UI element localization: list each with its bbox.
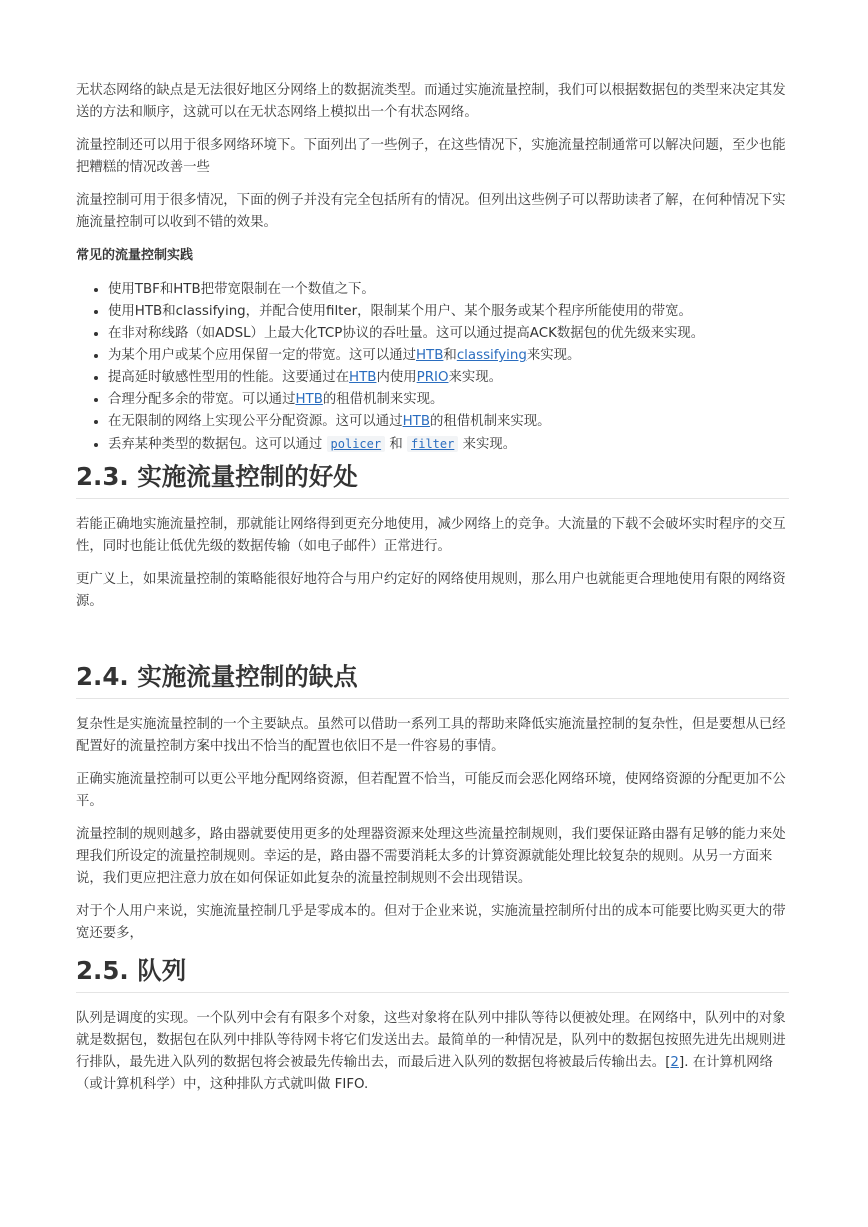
list-item-text: 的租借机制来实现。 [322,392,444,407]
section-2-3-paragraph-1: 若能正确地实施流量控制，那就能让网络得到更充分地使用，减少网络上的竞争。大流量的下载不会破坏实时程序的交互性，同时也能让低优先级的数据传输（如电子邮件）正常进行。 [76,517,786,554]
list-item-text: 为某个用户或某个应用保留一定的带宽。这可以通过 [108,348,416,363]
list-item: • 在非对称线路（如ADSL）上最大化TCP协议的吞吐量。这可以通过提高ACK数据包的优先级来实现。 [108,323,789,345]
section-2-4-paragraph-2: 正确实施流量控制可以更公平地分配网络资源，但若配置不恰当，可能反而会恶化网络环境，使网络资源的分配更加不公平。 [76,772,786,809]
section-2-4-paragraph-3: 流量控制的规则越多，路由器就要使用更多的处理器资源来处理这些流量控制规则，我们要保证路由器有足够的能力来处理我们所设定的流量控制规则。幸运的是，路由器不需要消耗太多的计算资源就能处理比较复杂的规则。从另一方面来说，我们更应把注意力放在如何保证如此复杂的流量控制规则不会出现错误。 [76,827,786,886]
section-2-4-heading: 2.4. 实施流量控制的缺点 [76,662,789,699]
htb-link[interactable]: HTB [402,414,431,429]
reference-link[interactable]: 2 [670,1055,679,1070]
list-item [108,433,789,456]
list-item-text: 的租借机制来实现。 [430,414,551,429]
list-item [108,411,789,433]
section-2-3-paragraph-2: 更广义上，如果流量控制的策略能很好地符合与用户约定好的网络使用规则，那么用户也就能更合理地使用有限的网络资源。 [76,572,786,609]
htb-link[interactable]: HTB [349,370,377,385]
htb-link[interactable]: HTB [415,348,444,363]
list-item [108,367,789,389]
section-2-4-paragraph-1: 复杂性是实施流量控制的一个主要缺点。虽然可以借助一系列工具的帮助来降低实施流量控制的复杂性，但是要想从已经配置好的流量控制方案中找出不恰当的配置也依旧不是一件容易的事情。 [76,717,786,754]
practices-list [76,279,789,456]
reference-bracket: ] [678,1055,685,1070]
intro-paragraph-3: 流量控制可用于很多情况，下面的例子并没有完全包括所有的情况。但列出这些例子可以帮助读者了解，在何种情况下实施流量控制可以收到不错的效果。 [76,193,786,230]
policer-code-link[interactable]: policer [327,436,386,452]
list-item-text: 和 [385,437,407,452]
section-2-4-paragraph-4: 对于个人用户来说，实施流量控制几乎是零成本的。但对于企业来说，实施流量控制所付出的成本可能要比购买更大的带宽还要多， [76,904,786,941]
practices-heading: 常见的流量控制实践 [76,248,194,263]
list-item-text: 来实现。 [458,437,517,452]
paragraph-text: . 在计算机网络（或计算机科学）中，这种排队方式就叫做 FIFO. [76,1055,774,1092]
document-body [76,80,789,1107]
section-2-5-heading: 2.5. 队列 [76,956,789,993]
htb-link[interactable]: HTB [295,392,323,407]
list-item: • 使用TBF和HTB把带宽限制在一个数值之下。 [108,279,789,301]
list-item-text: 来实现。 [448,370,503,385]
list-item-text: 来实现。 [526,348,581,363]
prio-link[interactable]: PRIO [416,370,449,385]
section-spacer [76,624,789,662]
list-item [108,345,789,367]
section-2-5-paragraph-1 [76,1008,789,1096]
filter-code-link[interactable]: filter [407,436,458,452]
list-item-text: 和 [443,348,457,363]
list-item-text: 丢弃某种类型的数据包。这可以通过 [108,437,327,452]
reference-bracket: [ [665,1055,671,1070]
list-item: • 使用HTB和classifying，并配合使用filter，限制某个用户、某个服务或某个程序所能使用的带宽。 [108,301,789,323]
list-item-text: 提高延时敏感性型用的性能。这要通过在 [108,370,350,385]
list-item-text: 合理分配多余的带宽。可以通过 [108,392,296,407]
paragraph-text: 队列是调度的实现。一个队列中会有有限多个对象，这些对象将在队列中排队等待以便被处理。在网络中，队列中的对象就是数据包，数据包在队列中排队等待网卡将它们发送出去。最简单的一种情况是，队列中的数据包按照先进先出规则进行排队，最先进入队列的数据包将会被最先传输出去，而最后进入队列的数据包将被最后传输出去。 [76,1011,786,1070]
section-2-3-heading: 2.3. 实施流量控制的好处 [76,462,789,499]
list-item [108,389,789,411]
list-item-text: 在无限制的网络上实现公平分配资源。这可以通过 [108,414,403,429]
classifying-link[interactable]: classifying [456,348,527,363]
intro-paragraph-1: 无状态网络的缺点是无法很好地区分网络上的数据流类型。而通过实施流量控制，我们可以根据数据包的类型来决定其发送的方法和顺序，这就可以在无状态网络上模拟出一个有状态网络。 [76,83,786,120]
intro-paragraph-2: 流量控制还可以用于很多网络环境下。下面列出了一些例子，在这些情况下，实施流量控制通常可以解决问题，至少也能把糟糕的情况改善一些 [76,138,786,175]
list-item-text: 内使用 [376,370,417,385]
